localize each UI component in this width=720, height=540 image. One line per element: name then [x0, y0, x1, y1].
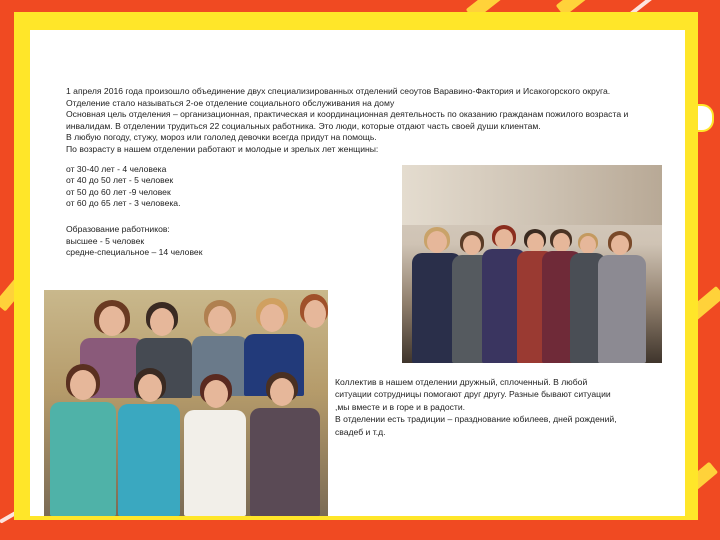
- slide-content: [30, 30, 685, 516]
- person-figure: [402, 223, 662, 363]
- intro-line: В любую погоду, стужу, мороз или гололед девочки всегда придут на помощь.: [66, 132, 377, 143]
- age-line: от 30-40 лет - 4 человека: [66, 163, 167, 174]
- age-line: от 40 до 50 лет - 5 человек: [66, 175, 174, 186]
- caption-line: ситуации сотрудницы помогают друг другу. Разные бывают ситуации: [335, 389, 611, 400]
- caption-line: Коллектив в нашем отделении дружный, сплоченный. В любой: [335, 377, 588, 387]
- intro-line: 1 апреля 2016 года произошло объединение двух специализированных отделений сеоутов Варавино-Фактория и Исакогорского округа.: [66, 86, 611, 96]
- age-line: от 60 до 65 лет - 3 человека.: [66, 198, 181, 209]
- education-line: Образование работников:: [66, 223, 170, 234]
- caption-line: свадеб и т.д.: [335, 426, 386, 437]
- side-tab: [698, 104, 714, 132]
- photo-caption: [335, 376, 675, 438]
- intro-line: Отделение стало называться 2-ое отделение социального обслуживания на дому: [66, 97, 395, 108]
- education-line: средне-специальное – 14 человек: [66, 247, 203, 258]
- person-figure: [44, 290, 328, 516]
- group-photo-bottom: [44, 290, 328, 516]
- intro-line: инвалидам. В отделении трудиться 22 социальных работника. Это люди, которые отдают часть своей души клиентам.: [66, 120, 541, 131]
- caption-line: ,мы вместе и в горе и в радости.: [335, 401, 466, 412]
- intro-line: Основная цель отделения – организационная, практическая и координационная деятельность по оказанию гражданам пожилого возраста и: [66, 109, 629, 120]
- intro-line: По возрасту в нашем отделении работают и молодые и зрелых лет женщины:: [66, 143, 379, 154]
- age-line: от 50 до 60 лет -9 человек: [66, 186, 171, 197]
- education-line: высшее - 5 человек: [66, 235, 145, 246]
- caption-line: В отделении есть традиции – празднование юбилеев, дней рождений,: [335, 414, 617, 425]
- group-photo-top: [402, 165, 662, 363]
- photo-wall: [402, 165, 662, 225]
